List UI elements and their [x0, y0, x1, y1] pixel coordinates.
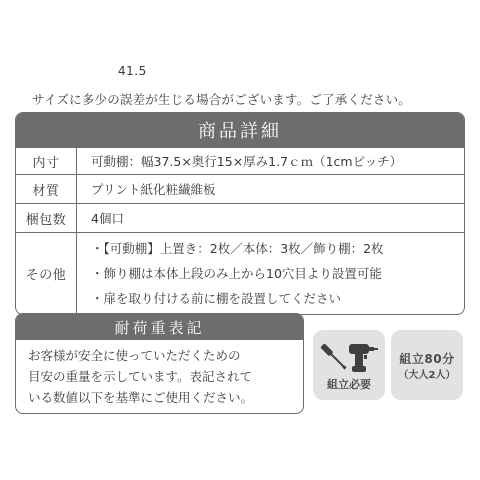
product-details-title: 商品詳細 — [16, 113, 464, 147]
spec-label: 梱包数 — [16, 204, 77, 232]
spec-value: プリント紙化粧繊維板 — [91, 182, 216, 197]
spec-label: その他 — [16, 233, 77, 314]
spec-value: 可動棚：幅37.5×奥行15×厚み1.7ｃｍ（1cmピッチ） — [91, 154, 403, 169]
assembly-time-label: 組立80分 — [399, 352, 455, 366]
assembly-required-label: 組立必要 — [327, 378, 371, 391]
assembly-people-label: （大人2人） — [398, 370, 456, 381]
load-text-line: 目安の重量を示しています。表記されて — [28, 369, 253, 384]
spec-label: 材質 — [16, 175, 77, 203]
dimension-number: 41.5 — [118, 64, 147, 78]
spec-value: 4個口 — [91, 211, 124, 226]
other-note-line: ・扉を取り付ける前に棚を設置してください — [91, 291, 342, 306]
spec-row-inner-size — [16, 147, 464, 174]
load-capacity-box — [15, 313, 304, 414]
assembly-required-badge — [313, 330, 385, 400]
load-text-line: お客様が安全に使っていただくための — [28, 348, 241, 363]
other-note-line: ・【可動棚】上置き：2枚／本体：3枚／飾り棚：2枚 — [91, 241, 384, 256]
assembly-time-badge — [391, 330, 463, 400]
other-note-line: ・飾り棚は本体上段のみ上から10穴目より設置可能 — [91, 266, 382, 281]
product-details-table — [15, 112, 465, 315]
screwdriver-drill-icon — [319, 338, 379, 376]
load-capacity-title: 耐荷重表記 — [16, 314, 303, 340]
spec-value-list — [77, 233, 464, 314]
spec-row-material — [16, 174, 464, 203]
spec-row-package-count — [16, 203, 464, 232]
spec-label: 内寸 — [16, 148, 77, 174]
size-notice: サイズに多少の誤差が生じる場合がございます。ご了承ください。 — [32, 92, 412, 107]
load-capacity-text — [16, 340, 303, 408]
load-text-line: いる数値以下を基準にご使用ください。 — [28, 390, 254, 405]
spec-row-other — [16, 232, 464, 314]
